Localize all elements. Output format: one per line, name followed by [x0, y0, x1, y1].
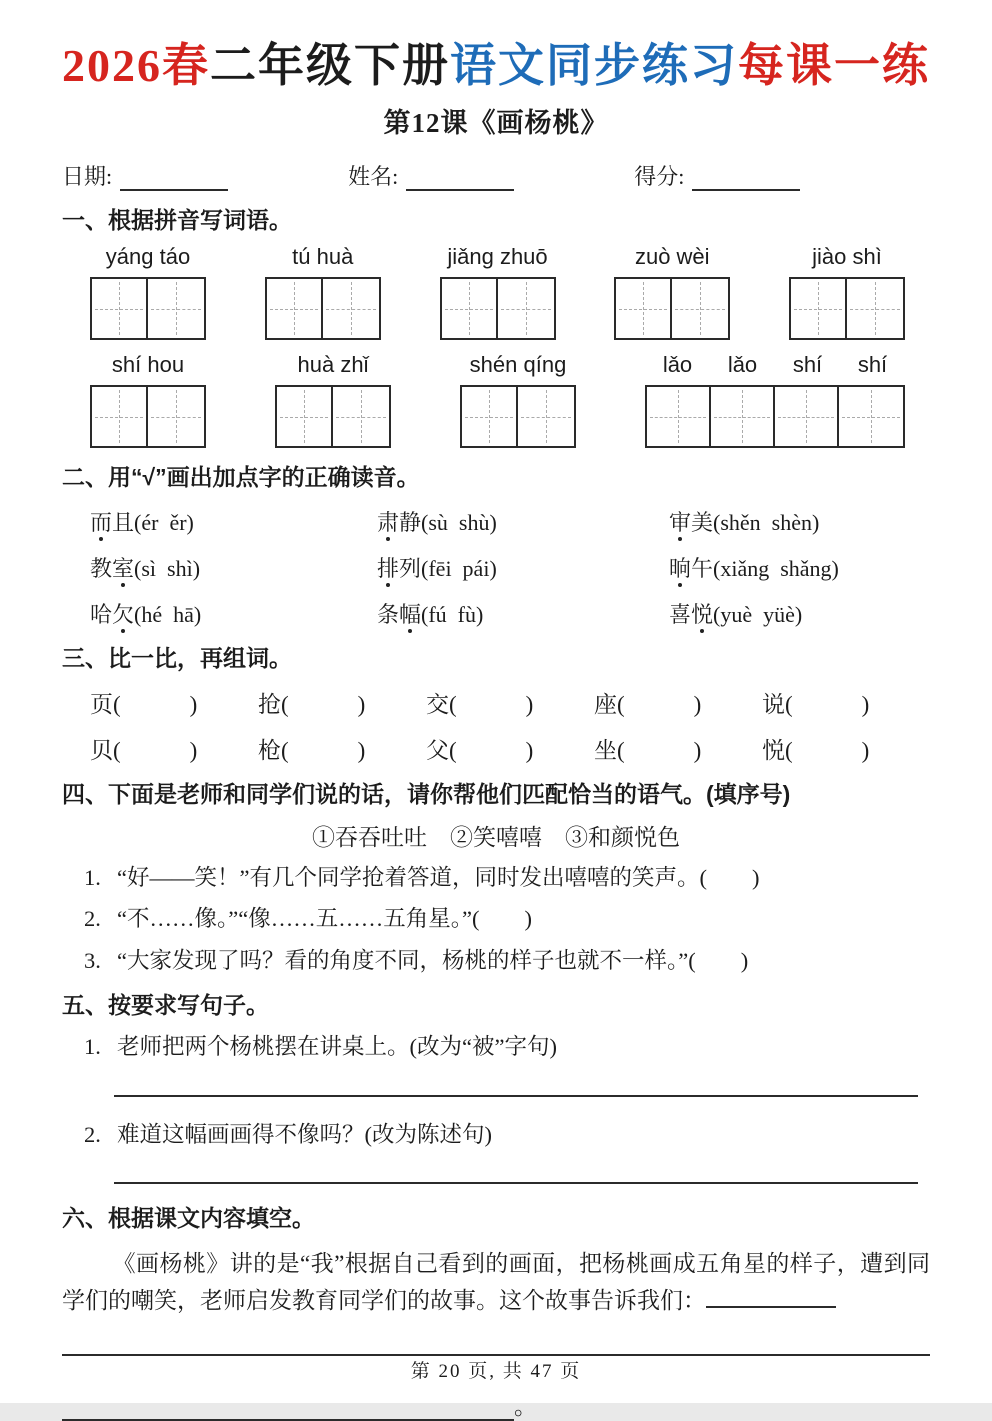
tone-options: ①吞吞吐吐 ②笑嘻嘻 ③和颜悦色	[312, 824, 680, 850]
pinyin-grid-row-2	[62, 352, 930, 448]
item-text: “大家发现了吗？看的角度不同，杨桃的样子也就不一样。”( )	[117, 947, 749, 973]
grid-cell[interactable]	[711, 387, 775, 446]
grid-cell[interactable]	[277, 387, 333, 446]
title-part-grade: 二年级下册	[210, 40, 450, 91]
name-blank[interactable]	[406, 165, 514, 191]
section5-heading: 五、按要求写句子。	[62, 992, 269, 1019]
pinyin-label: jiào shì	[812, 244, 882, 270]
grid-cell[interactable]	[616, 279, 672, 338]
word-text: 午	[691, 555, 714, 581]
compare-item: 说( )	[762, 691, 870, 717]
name-label: 姓名:	[348, 164, 399, 190]
answer-line[interactable]	[114, 1095, 918, 1097]
answer-line[interactable]	[114, 1182, 918, 1184]
word-text: 条	[377, 601, 400, 627]
pinyin-label: huà zhǐ	[297, 352, 369, 378]
grid-cell[interactable]	[647, 387, 711, 446]
page-title	[62, 38, 930, 93]
item-number: 1.	[84, 1034, 101, 1060]
score-field	[634, 160, 800, 191]
pinyin-label: jiǎng zhuō	[447, 244, 548, 270]
section2-heading: 二、用“√”画出加点字的正确读音。	[62, 464, 420, 491]
word-text: 美	[691, 509, 714, 535]
score-label: 得分:	[634, 164, 685, 190]
dotted-char: 排	[377, 552, 399, 583]
word-item	[669, 552, 930, 583]
word-item	[90, 598, 377, 629]
pinyin-label: lǎo	[662, 352, 693, 378]
compare-words-grid	[90, 686, 930, 765]
writing-grid-box	[265, 277, 381, 340]
grid-cell[interactable]	[267, 279, 323, 338]
word-item	[90, 552, 377, 583]
period: 。	[514, 1393, 537, 1419]
compare-item: 座( )	[594, 691, 702, 717]
pinyin-label: shí	[792, 352, 823, 378]
title-part-subject: 语文同步练习	[450, 40, 738, 91]
dotted-char: 晌	[669, 552, 691, 583]
writing-grid-box	[645, 385, 905, 448]
grid-cell[interactable]	[847, 279, 903, 338]
word-item	[377, 552, 669, 583]
pronunciation-list	[90, 506, 930, 629]
word-pinyin: (yuè yüè)	[713, 601, 803, 627]
item-number: 3.	[84, 947, 101, 973]
word-item	[669, 506, 930, 537]
word-item	[377, 506, 669, 537]
date-blank[interactable]	[120, 165, 228, 191]
word-text: 喜	[669, 601, 692, 627]
pinyin-unit	[265, 244, 381, 340]
sentence-item	[84, 862, 930, 894]
pinyin-unit	[275, 352, 391, 448]
title-part-series: 每课一练	[738, 40, 930, 91]
grid-cell[interactable]	[839, 387, 903, 446]
page-footer: 第 20 页, 共 47 页	[410, 1361, 582, 1382]
section1-heading: 一、根据拼音写词语。	[62, 207, 292, 234]
item-text: 难道这幅画画得不像吗？(改为陈述句)	[117, 1121, 492, 1147]
grid-cell[interactable]	[775, 387, 839, 446]
pinyin-label: shén qíng	[469, 352, 567, 378]
word-pinyin: (ér ěr)	[134, 509, 194, 535]
word-text: 教	[90, 555, 113, 581]
dotted-char: 欠	[112, 598, 134, 629]
answer-line-row	[62, 1388, 930, 1421]
dotted-char: 审	[669, 506, 691, 537]
grid-cell[interactable]	[92, 387, 148, 446]
word-text: 且	[112, 509, 135, 535]
word-pinyin: (fú fù)	[421, 601, 484, 627]
grid-cell[interactable]	[672, 279, 728, 338]
compare-item: 贝( )	[90, 737, 198, 763]
pinyin-unit-wide	[645, 352, 905, 448]
pinyin-unit	[90, 352, 206, 448]
section6-heading: 六、根据课文内容填空。	[62, 1205, 315, 1232]
pinyin-unit	[440, 244, 556, 340]
inline-blank[interactable]	[706, 1284, 836, 1308]
grid-cell[interactable]	[323, 279, 379, 338]
score-blank[interactable]	[692, 165, 800, 191]
writing-grid-box	[614, 277, 730, 340]
rewrite-item	[84, 1119, 930, 1151]
grid-cell[interactable]	[518, 387, 574, 446]
writing-grid-box	[460, 385, 576, 448]
rewrite-item	[84, 1031, 930, 1063]
answer-line[interactable]	[62, 1395, 514, 1421]
name-field	[348, 160, 514, 191]
pinyin-label: lǎo	[727, 352, 758, 378]
compare-item: 枪( )	[258, 737, 366, 763]
date-label: 日期:	[62, 164, 113, 190]
sentence-item	[84, 945, 930, 977]
compare-item: 坐( )	[594, 737, 702, 763]
writing-grid-box	[440, 277, 556, 340]
pinyin-label: shí hou	[111, 352, 185, 378]
grid-cell[interactable]	[442, 279, 498, 338]
grid-cell[interactable]	[92, 279, 148, 338]
dotted-char: 幅	[399, 598, 421, 629]
item-number: 1.	[84, 864, 101, 890]
lesson-subtitle: 第12课《画杨桃》	[383, 108, 609, 139]
writing-grid-box	[90, 277, 206, 340]
passage-text: 《画杨桃》讲的是“我”根据自己看到的画面，把杨桃画成五角星的样子，遭到同学们的嘲笑，老师启发教育同学们的故事。这个故事告诉我们：	[62, 1251, 930, 1313]
grid-cell[interactable]	[148, 387, 204, 446]
word-item	[90, 506, 377, 537]
grid-cell[interactable]	[498, 279, 554, 338]
word-text: 列	[399, 555, 422, 581]
item-number: 2.	[84, 906, 101, 932]
pinyin-grid-row-1	[62, 244, 930, 340]
section4-heading: 四、下面是老师和同学们说的话，请你帮他们匹配恰当的语气。(填序号)	[62, 780, 791, 807]
word-pinyin: (sù shù)	[421, 509, 497, 535]
word-pinyin: (xiǎng shǎng)	[713, 555, 839, 581]
dotted-char: 室	[112, 552, 134, 583]
grid-cell[interactable]	[462, 387, 518, 446]
pinyin-label: shí	[857, 352, 888, 378]
pinyin-label: zuò wèi	[634, 244, 710, 270]
grid-cell[interactable]	[148, 279, 204, 338]
pinyin-label: yáng táo	[105, 244, 191, 270]
word-text: 静	[399, 509, 422, 535]
pinyin-label: tú huà	[292, 244, 354, 270]
dotted-char: 而	[90, 506, 112, 537]
writing-grid-box	[90, 385, 206, 448]
info-row	[62, 160, 930, 191]
word-pinyin: (hé hā)	[134, 601, 202, 627]
word-text: 哈	[90, 601, 113, 627]
grid-cell[interactable]	[333, 387, 389, 446]
word-item	[669, 598, 930, 629]
sentence-item	[84, 903, 930, 935]
writing-grid-box	[789, 277, 905, 340]
section3-heading: 三、比一比，再组词。	[62, 644, 292, 671]
item-number: 2.	[84, 1121, 101, 1147]
pinyin-unit	[789, 244, 905, 340]
pinyin-unit	[90, 244, 206, 340]
pinyin-label-group	[645, 352, 905, 378]
date-field	[62, 160, 228, 191]
compare-item: 页( )	[90, 691, 198, 717]
compare-item: 父( )	[426, 737, 534, 763]
word-pinyin: (sì shì)	[134, 555, 201, 581]
word-pinyin: (fēi pái)	[421, 555, 497, 581]
word-pinyin: (shěn shèn)	[713, 509, 820, 535]
compare-item: 悦( )	[762, 737, 870, 763]
item-text: “好——笑！”有几个同学抢着答道，同时发出嘻嘻的笑声。( )	[117, 864, 760, 890]
pinyin-unit	[460, 352, 576, 448]
title-part-year: 2026春	[62, 40, 210, 91]
pinyin-unit	[614, 244, 730, 340]
word-item	[377, 598, 669, 629]
writing-grid-box	[275, 385, 391, 448]
passage	[62, 1246, 930, 1320]
item-text: 老师把两个杨桃摆在讲桌上。(改为“被”字句)	[117, 1034, 557, 1060]
compare-item: 抢( )	[258, 691, 366, 717]
compare-item: 交( )	[426, 691, 534, 717]
dotted-char: 悦	[691, 598, 713, 629]
dotted-char: 肃	[377, 506, 399, 537]
item-text: “不……像。”“像……五……五角星。”( )	[117, 906, 532, 932]
grid-cell[interactable]	[791, 279, 847, 338]
